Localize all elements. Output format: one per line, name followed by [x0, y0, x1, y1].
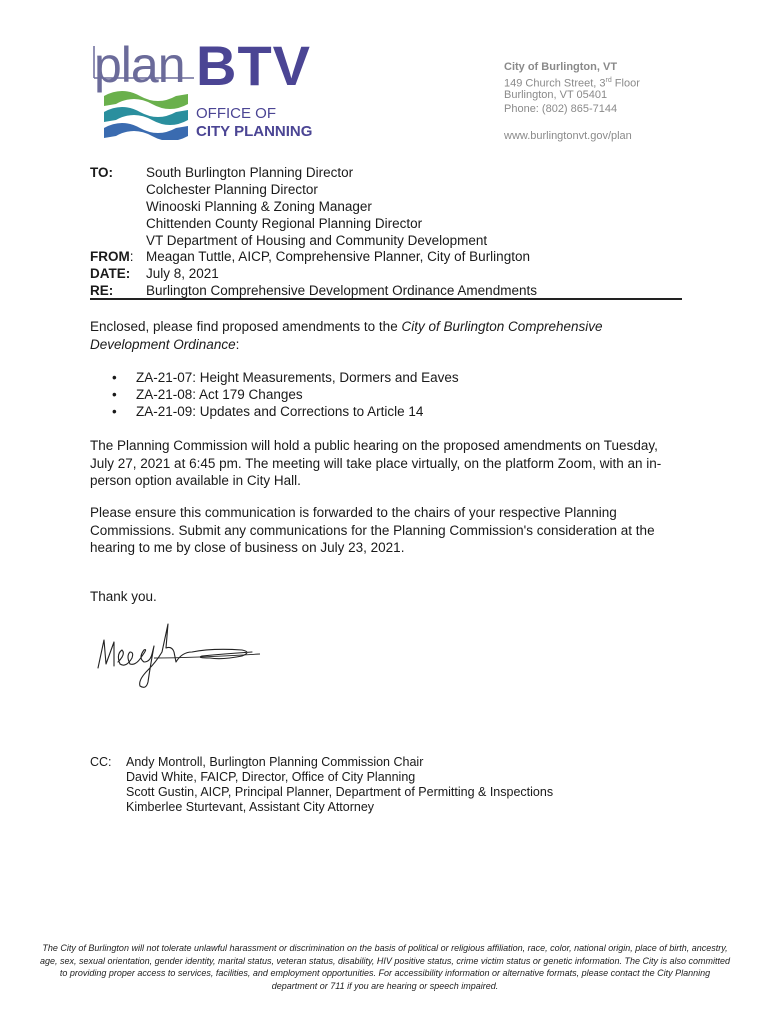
date-value: July 8, 2021 [146, 266, 219, 281]
cc-label: CC: [90, 755, 112, 769]
footer-notice: The City of Burlington will not tolerate unlawful harassment or discrimination on the basis of political or religious affiliation, race, color, national origin, place of birth, ancestry, age, sex, sexual orientation, gender identity, marital status, veteran status, disability, HIV positive status, crime victim status or genetic information. The City is also committed to providing proper access to services, facilities, and employment opportunities. For accessibility information or alternative formats, please contact the City Planning department or 711 if you are hearing or speech impaired. [40, 943, 730, 991]
date-label: DATE: [90, 266, 131, 281]
to-line-3: Winooski Planning & Zoning Manager [146, 199, 372, 214]
address-phone: Phone: (802) 865-7144 [504, 103, 618, 115]
re-label: RE: [90, 283, 114, 298]
header-divider [90, 298, 682, 300]
from-label: FROM: [90, 249, 134, 264]
to-line-1: South Burlington Planning Director [146, 165, 354, 180]
logo-office-of: OFFICE OF [196, 105, 276, 122]
logo-wave-teal [104, 107, 188, 125]
forward-paragraph: Please ensure this communication is forwarded to the chairs of your respective Planning Commissions. Submit any communications for the Planning Commission's consideration at the hearing to me by close of business on July 23, 2021. [90, 505, 655, 555]
closing-text: Thank you. [90, 589, 157, 604]
logo-wave-green [104, 91, 188, 109]
hearing-paragraph: The Planning Commission will hold a public hearing on the proposed amendments on Tuesday, July 27, 2021 at 6:45 pm. The meeting will take place virtually, on the platform Zoom, with an in-person option available in City Hall. [90, 438, 662, 488]
address-city: Burlington, VT 05401 [504, 89, 608, 101]
signature-icon [92, 618, 262, 690]
address-org: City of Burlington, VT [504, 61, 618, 73]
logo-btv-text: BTV [196, 34, 311, 97]
logo-wave-blue [104, 123, 188, 140]
cc-line-4: Kimberlee Sturtevant, Assistant City Attorney [126, 800, 375, 814]
from-value: Meagan Tuttle, AICP, Comprehensive Planner, City of Burlington [146, 249, 530, 264]
re-value: Burlington Comprehensive Development Ordinance Amendments [146, 283, 537, 298]
cc-line-3: Scott Gustin, AICP, Principal Planner, Department of Permitting & Inspections [126, 785, 554, 799]
logo-city-planning: CITY PLANNING [196, 123, 313, 140]
to-line-4: Chittenden County Regional Planning Director [146, 216, 423, 231]
cc-line-1: Andy Montroll, Burlington Planning Commission Chair [126, 755, 424, 769]
to-label: TO: [90, 165, 113, 180]
address-web-link[interactable]: www.burlingtonvt.gov/plan [504, 130, 632, 142]
logo-frame-icon [92, 44, 196, 140]
to-line-2: Colchester Planning Director [146, 182, 318, 197]
intro-paragraph: Enclosed, please find proposed amendments to the City of Burlington Comprehensive Development Ordinance: [90, 319, 603, 352]
address-street: 149 Church Street, 3rd Floor [504, 77, 640, 90]
logo-plan-text: plan [94, 37, 185, 93]
to-line-5: VT Department of Housing and Community Development [146, 233, 488, 248]
cc-line-2: David White, FAICP, Director, Office of City Planning [126, 770, 416, 784]
